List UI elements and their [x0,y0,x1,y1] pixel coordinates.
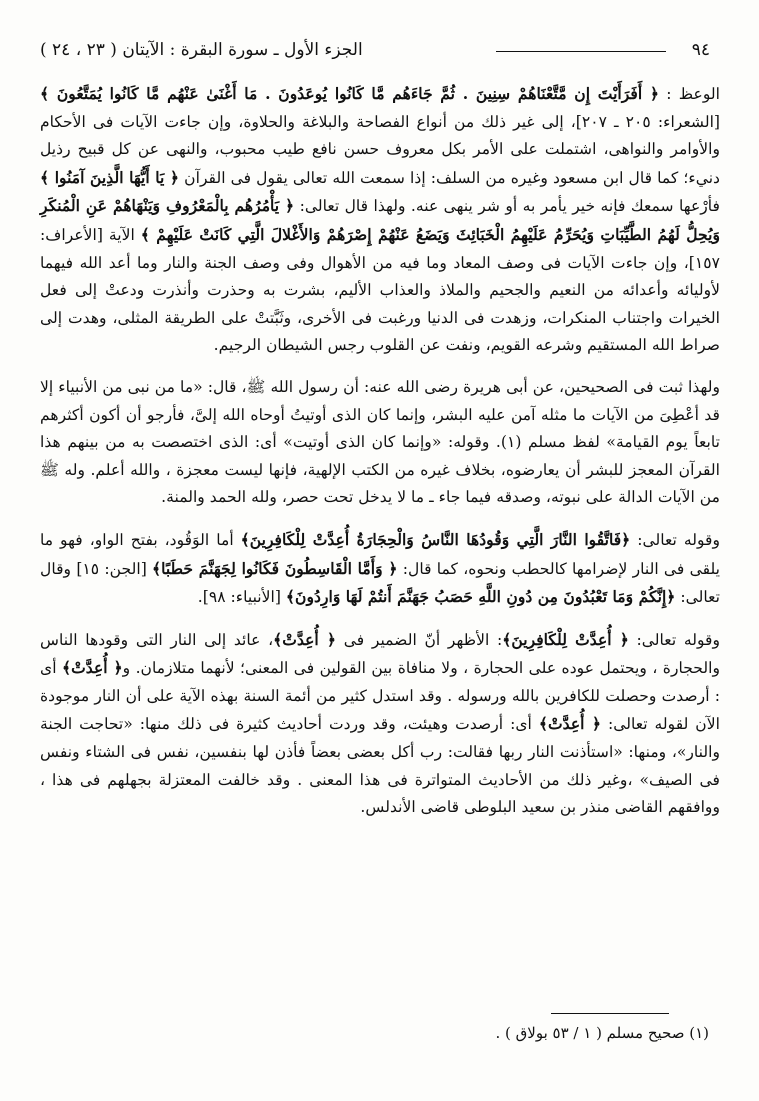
running-title: الجزء الأول ـ سورة البقرة : الآيتان ( ٢٣ ، ٢٤ ) [40,40,363,60]
text-run: : الأظهر أنّ الضمير فى [336,630,503,649]
quran-verse: ﴿ أُعِدَّتْ﴾ [61,658,123,678]
text-run: [الشعراء: ٢٠٥ ـ ٢٠٧]، إلى غير ذلك من أنواع الفصاحة والبلاغة والحلاوة، وإن جاءت الآيات فى الأحكام والأوامر والنواهى، اشتملت على الأمر بكل معروف حسن نافع طيب محبوب، والنهى عن كل قبيح رذيل دنيء؛ كما قال ابن مسعود وغيره من السلف: إذا سمعت الله تعالى يقول فى القرآن [40,112,720,187]
quran-verse: ﴿ يَأْمُرُهُم بِالْمَعْرُوفِ وَيَنْهَاهُمْ عَنِ الْمُنكَرِ وَيُحِلُّ لَهُمُ الطَّيِّبَاتِ وَيُحَرِّمُ عَلَيْهِمُ الْخَبَائِثَ وَيَضَعُ عَنْهُمْ إِصْرَهُمْ وَالأَغْلالَ الَّتِي كَانَتْ عَلَيْهِمْ ﴾ [40,196,720,244]
quran-verse: ﴿ أُعِدَّتْ لِلْكَافِرِينَ﴾ [502,629,629,649]
page-number: ٩٤ [691,40,710,60]
text-run: ولهذا ثبت فى الصحيحين، عن أبى هريرة رضى الله عنه: أن رسول الله ﷺ، قال: «ما من نبى من الأنبياء إلا قد أعْطِىَ من الآيات ما مثله آمن عليه البشر، وإنما كان الذى أوتيتُ أوحاه الله إلىَّ، فأرجو أن أكون أكثرهم تابعاً يوم القيامة» لفظ مسلم (١). وقوله: «وإنما كان الذى أوتيت» أى: الذى اختصصت به من بينهم هذا القرآن المعجز للبشر أن يعارضوه، بخلاف غيره من الكتب الإلهية، فإنها ليست معجزة ، والله أعلم. وله ﷺ من الآيات الدالة على نبوته، وصدقه فيما جاء ـ ما لا يدخل تحت حصر، ولله الحمد والمنة. [40,377,720,507]
paragraph [40,626,720,822]
text-run: أما الوَقُود، بفتح الواو، فهو ما يلقى فى النار لإضرامها كالحطب ونحوه، كما قال: [40,530,721,578]
text-run: أى : أرصدت وحصلت للكافرين بالله ورسوله . وقد استدل كثير من أئمة السنة بهذه الآية على أن النار موجودة الآن لقوله تعالى: [40,659,720,734]
text-run: وقوله تعالى: [630,530,720,549]
text-run: [الأنبياء: ٩٨]. [197,588,286,607]
paragraph [40,374,720,512]
text-run: [الجن: ١٥] وقال تعالى: [40,559,720,607]
quran-verse: ﴿ يَا أَيُّهَا الَّذِينَ آمَنُوا ﴾ [40,167,180,187]
text-run: فأرْعها سمعك فإنه خير يأمر به أو شر ينهى عنه. ولهذا قال تعالى: [294,197,721,216]
text-run: وقوله تعالى: [628,630,720,649]
header-rule [496,51,666,52]
quran-verse: ﴿ أُعِدَّتْ﴾ [538,714,602,734]
footnote-rule [551,1013,669,1014]
paragraph [40,80,720,360]
text-run: ، عائد إلى النار التى وقودها الناس والحجارة ، ويحتمل عوده على الحجارة ، ولا منافاة بين القولين فى المعنى؛ لأنهما متلازمان. و [40,630,720,678]
text-run: الآية [الأعراف: ١٥٧]، وإن جاءت الآيات فى وصف المعاد وما فيه من الأهوال وفى وصف الجنة والنار وما أعد الله فيهما لأوليائه وأعدائه من النعيم والجحيم والملاذ والعذاب الأليم، بشرت به وحذرت وأنذرت ودعتْ إلى فعل الخيرات واجتناب المنكرات، وزهدت فى الدنيا ورغبت فى الأخرى، وثَبَّتتْ على الطريقة المثلى، وهدت إلى صراط الله المستقيم وشرعه القويم، ونفت عن القلوب رجس الشيطان الرجيم. [40,225,720,355]
quran-verse: ﴿فَاتَّقُوا النَّارَ الَّتِي وَقُودُهَا النَّاسُ وَالْحِجَارَةُ أُعِدَّتْ لِلْكَافِرِينَ﴾ [240,529,631,549]
quran-verse: ﴿ وَأَمَّا الْقَاسِطُونَ فَكَانُوا لِجَهَنَّمَ حَطَبًا﴾ [152,558,398,578]
paragraph [40,526,720,612]
text-run: الوعظ : [659,85,720,103]
quran-verse: ﴿ أُعِدَّتْ﴾ [273,629,337,649]
page-body [40,80,720,822]
quran-verse: ﴿إِنَّكُمْ وَمَا تَعْبُدُونَ مِن دُونِ اللَّهِ حَصَبُ جَهَنَّمَ أَنتُمْ لَهَا وَارِدُونَ﴾ [285,587,676,607]
footnote: (١) صحيح مسلم ( ١ / ٥٣ بولاق ) . [495,1024,709,1042]
quran-verse: ﴿ أَفَرَأَيْتَ إِن مَّتَّعْنَاهُمْ سِنِينَ . ثُمَّ جَاءَهُم مَّا كَانُوا يُوعَدُونَ . مَا أَغْنَىٰ عَنْهُم مَّا كَانُوا يُمَتَّعُونَ ﴾ [40,84,660,103]
text-run: أى: أرصدت وهيئت، وقد وردت أحاديث كثيرة فى ذلك منها: «تحاجت الجنة والنار»، ومنها: «استأذنت النار ربها فقالت: رب أكل بعضى بعضاً فأذن لها بنفسين، نفس فى الشتاء ونفس فى الصيف» ،وغير ذلك من الأحاديث المتواترة فى هذا المعنى . وقد خالفت المعتزلة بجهلهم فى هذا ، ووافقهم القاضى منذر بن سعيد البلوطى قاضى الأندلس. [40,715,720,817]
page-header [40,38,710,62]
